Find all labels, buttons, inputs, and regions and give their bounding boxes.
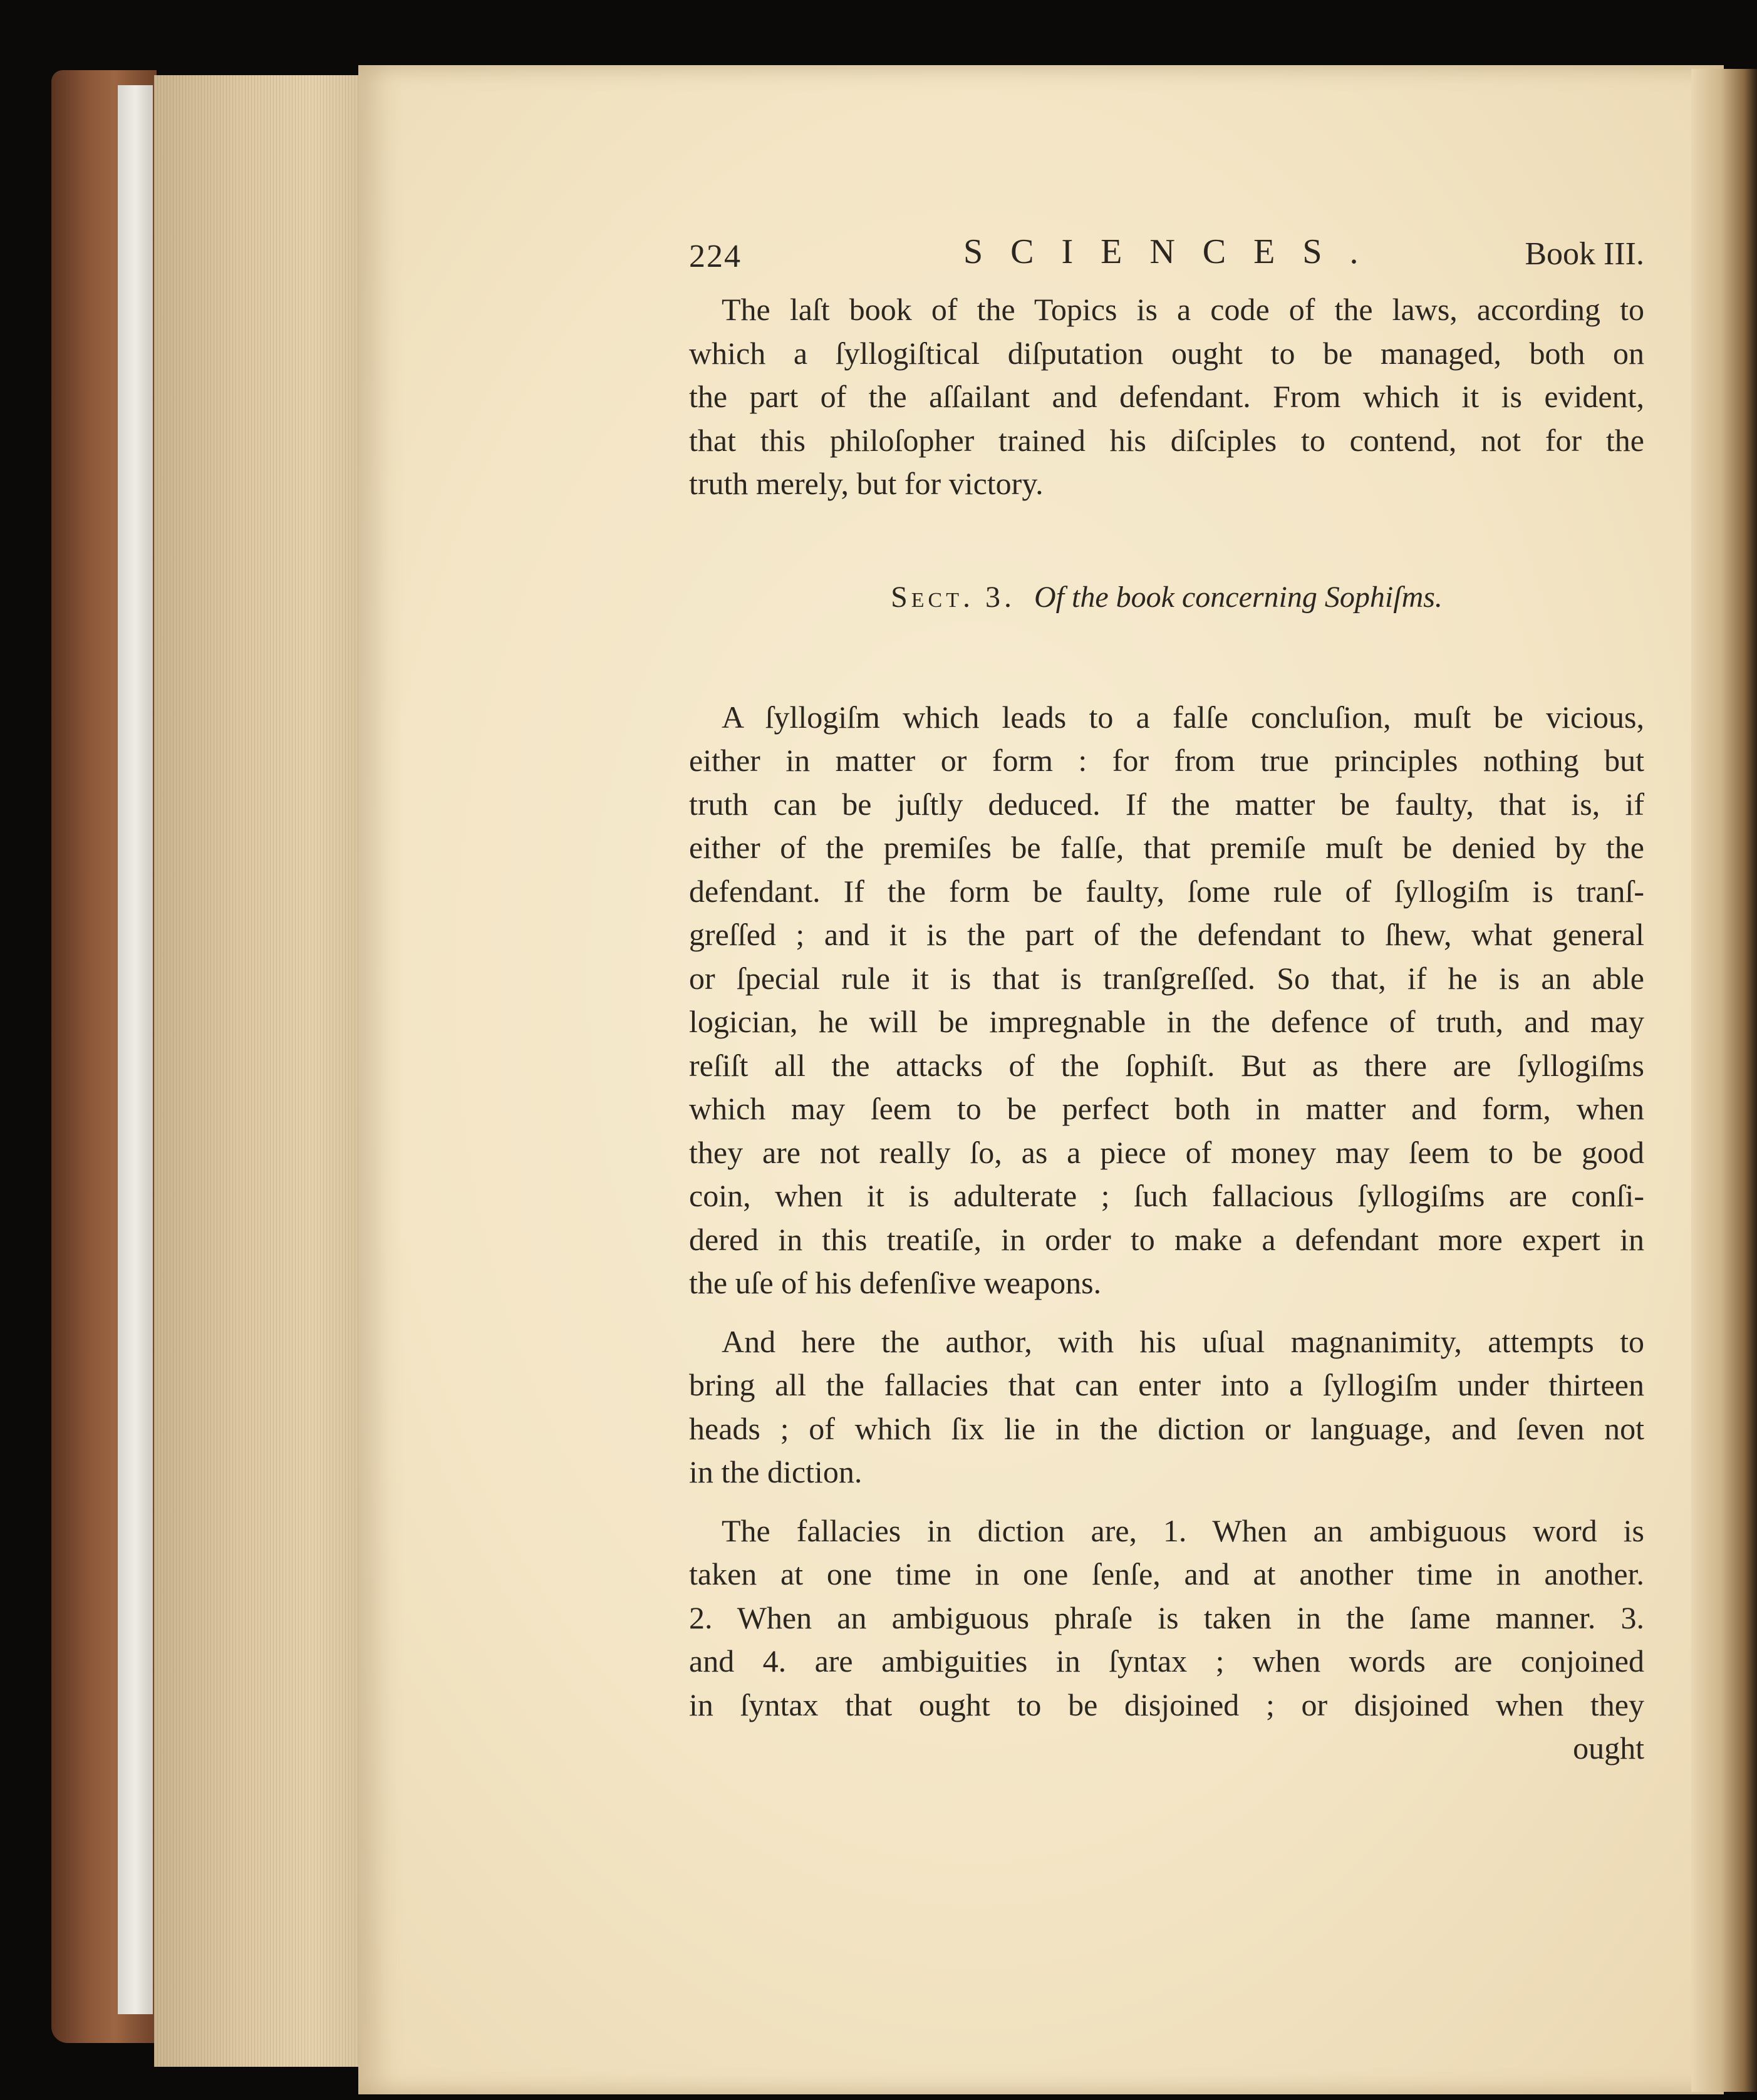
page-content bbox=[689, 232, 1644, 1771]
text-line: either of the premiſes be falſe, that premiſe muſt be denied by the bbox=[689, 830, 1644, 865]
text-line: The fallacies in diction are, 1. When an ambiguous word is bbox=[722, 1513, 1644, 1548]
gutter-shadow bbox=[1691, 69, 1757, 2092]
text-line: they are not really ſo, as a piece of money may ſeem to be good bbox=[689, 1134, 1644, 1170]
text-line: either in matter or form : for from true principles nothing but bbox=[689, 743, 1644, 778]
paragraph bbox=[689, 1509, 1644, 1727]
text-line: logician, he will be impregnable in the defence of truth, and may bbox=[689, 1004, 1644, 1039]
text-line: greſſed ; and it is the part of the defendant to ſhew, what general bbox=[689, 917, 1644, 952]
text-line: in the diction. bbox=[689, 1454, 863, 1489]
text-line: that this philoſopher trained his diſciples to contend, not for the bbox=[689, 422, 1644, 458]
text-line: 2. When an ambiguous phraſe is taken in the ſame manner. 3. bbox=[689, 1600, 1644, 1635]
page-number: 224 bbox=[689, 239, 742, 274]
text-line: truth merely, but for victory. bbox=[689, 466, 1044, 501]
text-line: And here the author, with his uſual magnanimity, attempts to bbox=[722, 1323, 1644, 1359]
text-line: defendant. If the form be faulty, ſome rule of ſyllogiſm is tranſ- bbox=[689, 873, 1644, 909]
text-line: the part of the aſſailant and defendant. From which it is evident, bbox=[689, 379, 1644, 414]
text-line: truth can be juſtly deduced. If the matter be faulty, that is, if bbox=[689, 786, 1644, 822]
text-line: bring all the fallacies that can enter into a ſyllogiſm under thirteen bbox=[689, 1367, 1644, 1402]
text-line: dered in this treatiſe, in order to make a defendant more expert in bbox=[689, 1221, 1644, 1257]
paragraph-gap bbox=[689, 1494, 1644, 1509]
text-line: and 4. are ambiguities in ſyntax ; when words are conjoined bbox=[689, 1643, 1644, 1678]
text-line: which may ſeem to be perfect both in matter and form, when bbox=[689, 1091, 1644, 1126]
text-line: reſiſt all the attacks of the ſophiſt. But as there are ſyllogiſms bbox=[689, 1047, 1644, 1083]
section-label: Sect. 3. bbox=[891, 580, 1016, 614]
catchword: ought bbox=[1573, 1730, 1644, 1766]
book-reference: Book III. bbox=[1525, 236, 1644, 272]
endpaper bbox=[118, 85, 153, 2014]
text-line: taken at one time in one ſenſe, and at another time in another. bbox=[689, 1556, 1644, 1591]
text-line: the uſe of his defenſive weapons. bbox=[689, 1265, 1102, 1300]
running-title: SCIENCES. bbox=[963, 232, 1386, 271]
page-edges bbox=[154, 75, 365, 2067]
section-title: Of the book concerning Sophiſms. bbox=[1034, 580, 1443, 614]
text-line: The laſt book of the Topics is a code of the laws, according to bbox=[722, 292, 1644, 327]
text-line: or ſpecial rule it is that is tranſgreſſed. So that, if he is an able bbox=[689, 960, 1644, 996]
text-line: heads ; of which ſix lie in the diction or language, and ſeven not bbox=[689, 1410, 1644, 1446]
paragraph bbox=[689, 696, 1644, 1305]
text-line: A ſyllogiſm which leads to a falſe concluſion, muſt be vicious, bbox=[722, 699, 1644, 735]
text-line: in ſyntax that ought to be disjoined ; or disjoined when they bbox=[689, 1687, 1644, 1722]
text-line: coin, when it is adulterate ; ſuch fallacious ſyllogiſms are conſi- bbox=[689, 1178, 1644, 1213]
section-heading bbox=[689, 580, 1644, 614]
paragraph bbox=[689, 288, 1644, 506]
paragraph-gap bbox=[689, 1305, 1644, 1320]
paragraph bbox=[689, 1320, 1644, 1494]
text-line: which a ſyllogiſtical diſputation ought to be managed, both on bbox=[689, 335, 1644, 371]
running-head bbox=[689, 232, 1644, 288]
